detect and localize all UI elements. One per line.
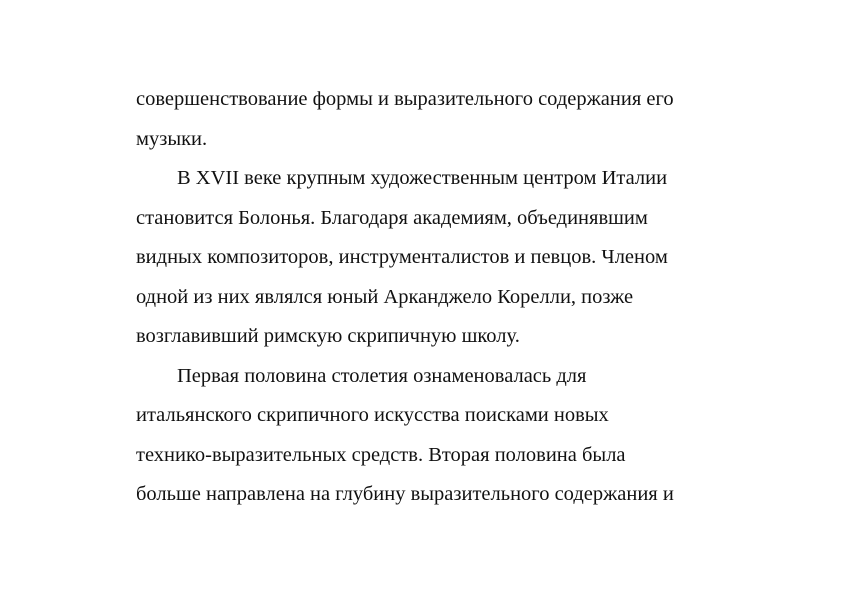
text-line: музыки. [136,127,208,150]
text-line: итальянского скрипичного искусства поисками новых [136,404,609,426]
text-line: становится Болонья. Благодаря академиям, объединявшим [136,206,648,229]
body-text [136,84,736,519]
text-line: возглавивший римскую скрипичную школу. [136,325,520,347]
text-line: технико-выразительных средств. Вторая половина была [136,443,626,466]
paragraph-start-line: В XVII веке крупным художественным центром Италии [177,167,668,189]
text-line: больше направлена на глубину выразительного содержания и [136,483,674,505]
paragraph-start-line: Первая половина столетия ознаменовалась для [177,364,587,387]
text-line: совершенствование формы и выразительного содержания его [136,88,674,110]
text-line: видных композиторов, инструменталистов и певцов. Членом [136,246,668,268]
text-line: одной из них являлся юный Арканджело Корелли, позже [136,285,634,308]
